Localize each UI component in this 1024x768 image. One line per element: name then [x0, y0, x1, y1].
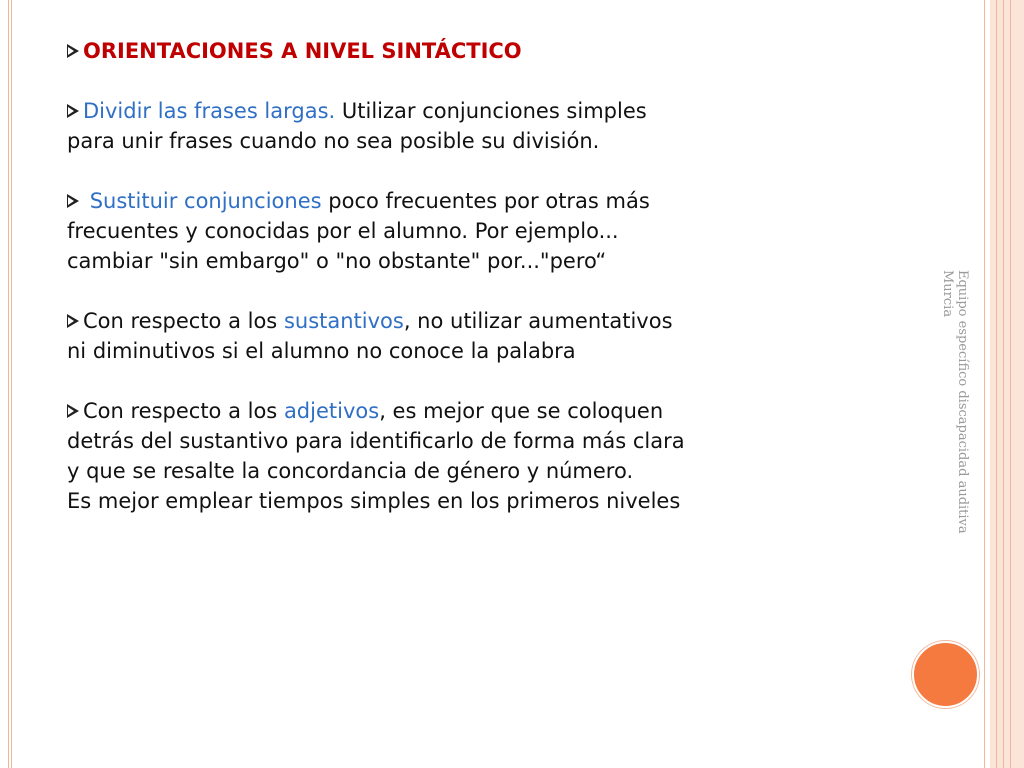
- slide-title: [67, 36, 697, 66]
- right-band-line-2: [1003, 0, 1004, 768]
- right-band-line-3: [1010, 0, 1011, 768]
- paragraph-nouns: [67, 306, 697, 366]
- paragraph-adjectives: [67, 396, 697, 486]
- paragraph-text: , es mejor que se coloquen detrás del sustantivo para identificarlo de forma más clara y que se resalte la concordancia de género y número.: [67, 399, 685, 483]
- bullet-arrow-icon: [67, 104, 79, 118]
- highlight-text: Dividir las frases largas.: [83, 99, 336, 123]
- decorative-circle: [912, 641, 979, 708]
- paragraph-verb-tenses: [67, 486, 697, 516]
- bullet-arrow-icon: [67, 404, 79, 418]
- left-border-line: [8, 0, 9, 768]
- paragraph-text: Es mejor emplear tiempos simples en los primeros niveles: [67, 489, 681, 513]
- paragraph-text: Utilizar conjunciones simples para unir frases cuando no sea posible su división.: [67, 99, 647, 153]
- bullet-arrow-icon: [67, 44, 79, 58]
- highlight-text: adjetivos: [283, 399, 380, 423]
- paragraph-text: , no utilizar aumentativos ni diminutivos si el alumno no conoce la palabra: [67, 309, 673, 363]
- side-note-line-2: Murcia: [940, 270, 955, 318]
- bullet-arrow-icon: [67, 314, 79, 328]
- paragraph-divide-sentences: [67, 96, 697, 156]
- highlight-text: sustantivos: [283, 309, 404, 333]
- side-note: [940, 270, 970, 534]
- right-border-line: [984, 0, 985, 768]
- paragraph-pre-text: Con respecto a los: [83, 399, 284, 423]
- title-text: ORIENTACIONES A NIVEL SINTÁCTICO: [83, 39, 522, 63]
- paragraph-text: poco frecuentes por otras más frecuentes y conocidas por el alumno. Por ejemplo... cambiar "sin embargo" o "no obstante" por..."pero“: [67, 189, 650, 273]
- highlight-text: Sustituir conjunciones: [89, 189, 322, 213]
- slide-content: [67, 36, 697, 546]
- paragraph-lead-space: [83, 189, 90, 213]
- right-band-line-1: [996, 0, 997, 768]
- side-note-line-1: Equipo específico discapacidad auditiva: [955, 270, 970, 534]
- bullet-arrow-icon: [67, 194, 79, 208]
- paragraph-conjunctions: [67, 186, 697, 276]
- left-border-line-inner: [11, 0, 12, 768]
- paragraph-pre-text: Con respecto a los: [83, 309, 284, 333]
